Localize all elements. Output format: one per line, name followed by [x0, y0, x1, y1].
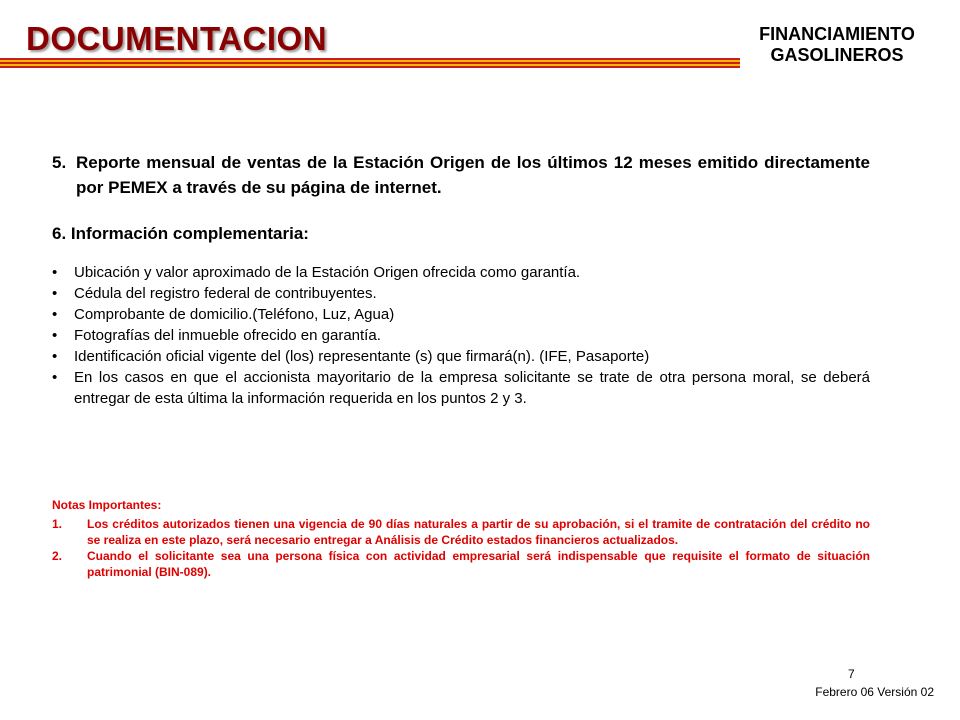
bullet-icon: • [52, 327, 58, 344]
bullet-icon: • [52, 348, 58, 365]
section-5-number: 5. [52, 153, 67, 172]
note-number: 2. [52, 549, 63, 563]
list-item: • En los casos en que el accionista mayoritario de la empresa solicitante se trate de otra persona moral, se deberá entregar de esta última la información requerida en los puntos 2 y 3. [52, 369, 870, 407]
note-item [52, 548, 870, 580]
note-text: Cuando el solicitante sea una persona física con actividad empresarial será indispensable que requisite el formato de situación patrimonial (BIN-089). [87, 549, 870, 579]
notes-title: Notas Importantes: [52, 498, 162, 512]
bullet-icon: • [52, 285, 58, 302]
header-stripes [0, 58, 740, 68]
list-item: • Ubicación y valor aproximado de la Estación Origen ofrecida como garantía. [52, 264, 581, 281]
bullet-icon: • [52, 369, 58, 386]
section-5 [52, 150, 870, 200]
brand-block [722, 24, 952, 66]
requirements-list [52, 262, 870, 409]
brand-line-2: GASOLINEROS [770, 45, 904, 65]
list-item: • Identificación oficial vigente del (los) representante (s) que firmará(n). (IFE, Pasaporte) [52, 348, 650, 365]
note-text: Los créditos autorizados tienen una vigencia de 90 días naturales a partir de su aprobación, si el tramite de contratación del crédito no se realiza en este plazo, será necesario entregar a Análisis de Crédito estados financieros actualizados. [87, 517, 870, 547]
section-6-heading: 6. Información complementaria: [52, 224, 309, 243]
page-title: DOCUMENTACION [26, 20, 328, 57]
note-item [52, 516, 870, 548]
note-number: 1. [52, 517, 63, 531]
list-item: • Cédula del registro federal de contribuyentes. [52, 285, 377, 302]
notes-list [52, 516, 870, 580]
bullet-icon: • [52, 306, 58, 323]
version-footer: Febrero 06 Versión 02 [815, 685, 934, 699]
list-item: • Comprobante de domicilio.(Teléfono, Luz, Agua) [52, 306, 395, 323]
list-item: • Fotografías del inmueble ofrecido en garantía. [52, 327, 381, 344]
brand-line-1: FINANCIAMIENTO [759, 24, 915, 44]
page-number: 7 [848, 667, 855, 681]
bullet-icon: • [52, 264, 58, 281]
section-5-text: Reporte mensual de ventas de la Estación Origen de los últimos 12 meses emitido directamente por PEMEX a través de su página de internet. [76, 153, 870, 197]
